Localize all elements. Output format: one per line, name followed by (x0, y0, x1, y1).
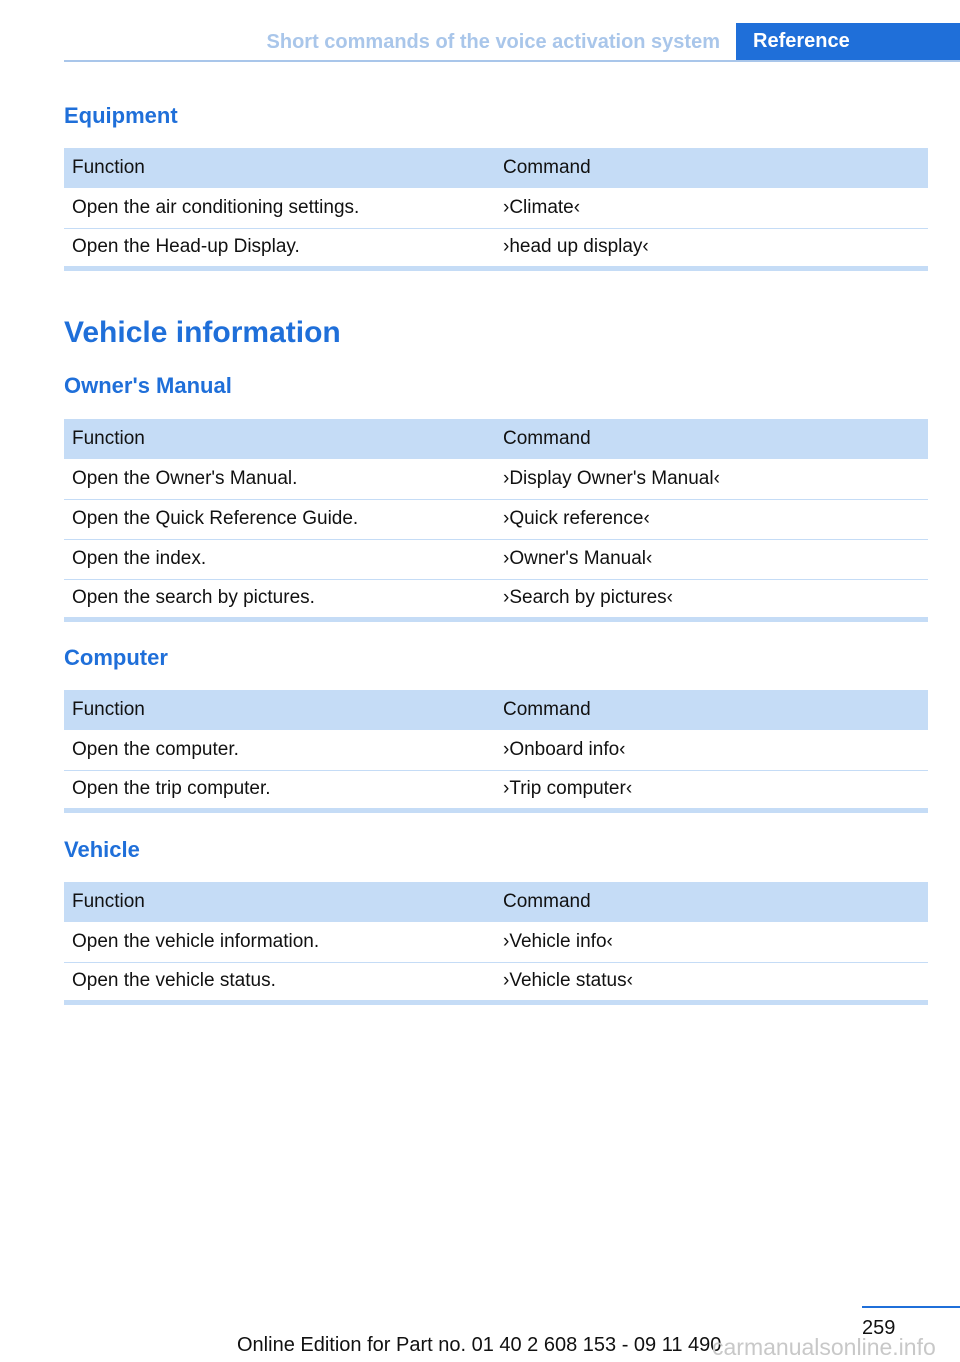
function-cell: Open the search by pictures. (64, 579, 495, 619)
header-rule (64, 60, 960, 62)
page-header (64, 0, 960, 62)
page-number: 259 (862, 1317, 896, 1339)
function-cell: Open the air conditioning settings. (64, 188, 495, 228)
watermark: carmanualsonline.info (712, 1334, 936, 1360)
computer-table (64, 690, 928, 813)
vehicle-table (64, 882, 928, 1005)
function-cell: Open the vehicle status. (64, 962, 495, 1002)
table-row (64, 770, 928, 810)
header-section-tab: Reference (736, 23, 960, 62)
command-cell: ›Trip computer‹ (495, 770, 928, 810)
table-header-row (64, 419, 928, 459)
column-header-function: Function (64, 419, 495, 459)
equipment-table (64, 148, 928, 271)
footer-rule (862, 1306, 960, 1308)
column-header-command: Command (495, 690, 928, 730)
table-row (64, 922, 928, 962)
table-row (64, 188, 928, 228)
command-cell: ›Display Owner's Manual‹ (495, 459, 928, 499)
table-header-row (64, 690, 928, 730)
table-header-row (64, 148, 928, 188)
edition-footer: Online Edition for Part no. 01 40 2 608 153 - 09 11 490 (237, 1334, 722, 1356)
command-cell: ›Onboard info‹ (495, 730, 928, 770)
table-row (64, 962, 928, 1002)
table-header-row (64, 882, 928, 922)
function-cell: Open the Head-up Display. (64, 228, 495, 268)
function-cell: Open the vehicle information. (64, 922, 495, 962)
function-cell: Open the computer. (64, 730, 495, 770)
column-header-command: Command (495, 419, 928, 459)
function-cell: Open the Owner's Manual. (64, 459, 495, 499)
heading-equipment: Equipment (64, 103, 178, 128)
column-header-function: Function (64, 882, 495, 922)
command-cell: ›Vehicle status‹ (495, 962, 928, 1002)
header-title: Short commands of the voice activation system (266, 31, 720, 53)
command-cell: ›Search by pictures‹ (495, 579, 928, 619)
heading-vehicle: Vehicle (64, 837, 140, 862)
column-header-function: Function (64, 148, 495, 188)
table-row (64, 228, 928, 268)
heading-owners-manual: Owner's Manual (64, 373, 232, 398)
table-row (64, 579, 928, 619)
table-row (64, 730, 928, 770)
heading-vehicle-information: Vehicle information (64, 316, 341, 349)
table-row (64, 539, 928, 579)
function-cell: Open the trip computer. (64, 770, 495, 810)
function-cell: Open the index. (64, 539, 495, 579)
command-cell: ›head up display‹ (495, 228, 928, 268)
command-cell: ›Owner's Manual‹ (495, 539, 928, 579)
table-row (64, 499, 928, 539)
command-cell: ›Vehicle info‹ (495, 922, 928, 962)
column-header-function: Function (64, 690, 495, 730)
command-cell: ›Quick reference‹ (495, 499, 928, 539)
column-header-command: Command (495, 882, 928, 922)
owners-manual-table (64, 419, 928, 622)
function-cell: Open the Quick Reference Guide. (64, 499, 495, 539)
table-row (64, 459, 928, 499)
column-header-command: Command (495, 148, 928, 188)
heading-computer: Computer (64, 645, 168, 670)
command-cell: ›Climate‹ (495, 188, 928, 228)
